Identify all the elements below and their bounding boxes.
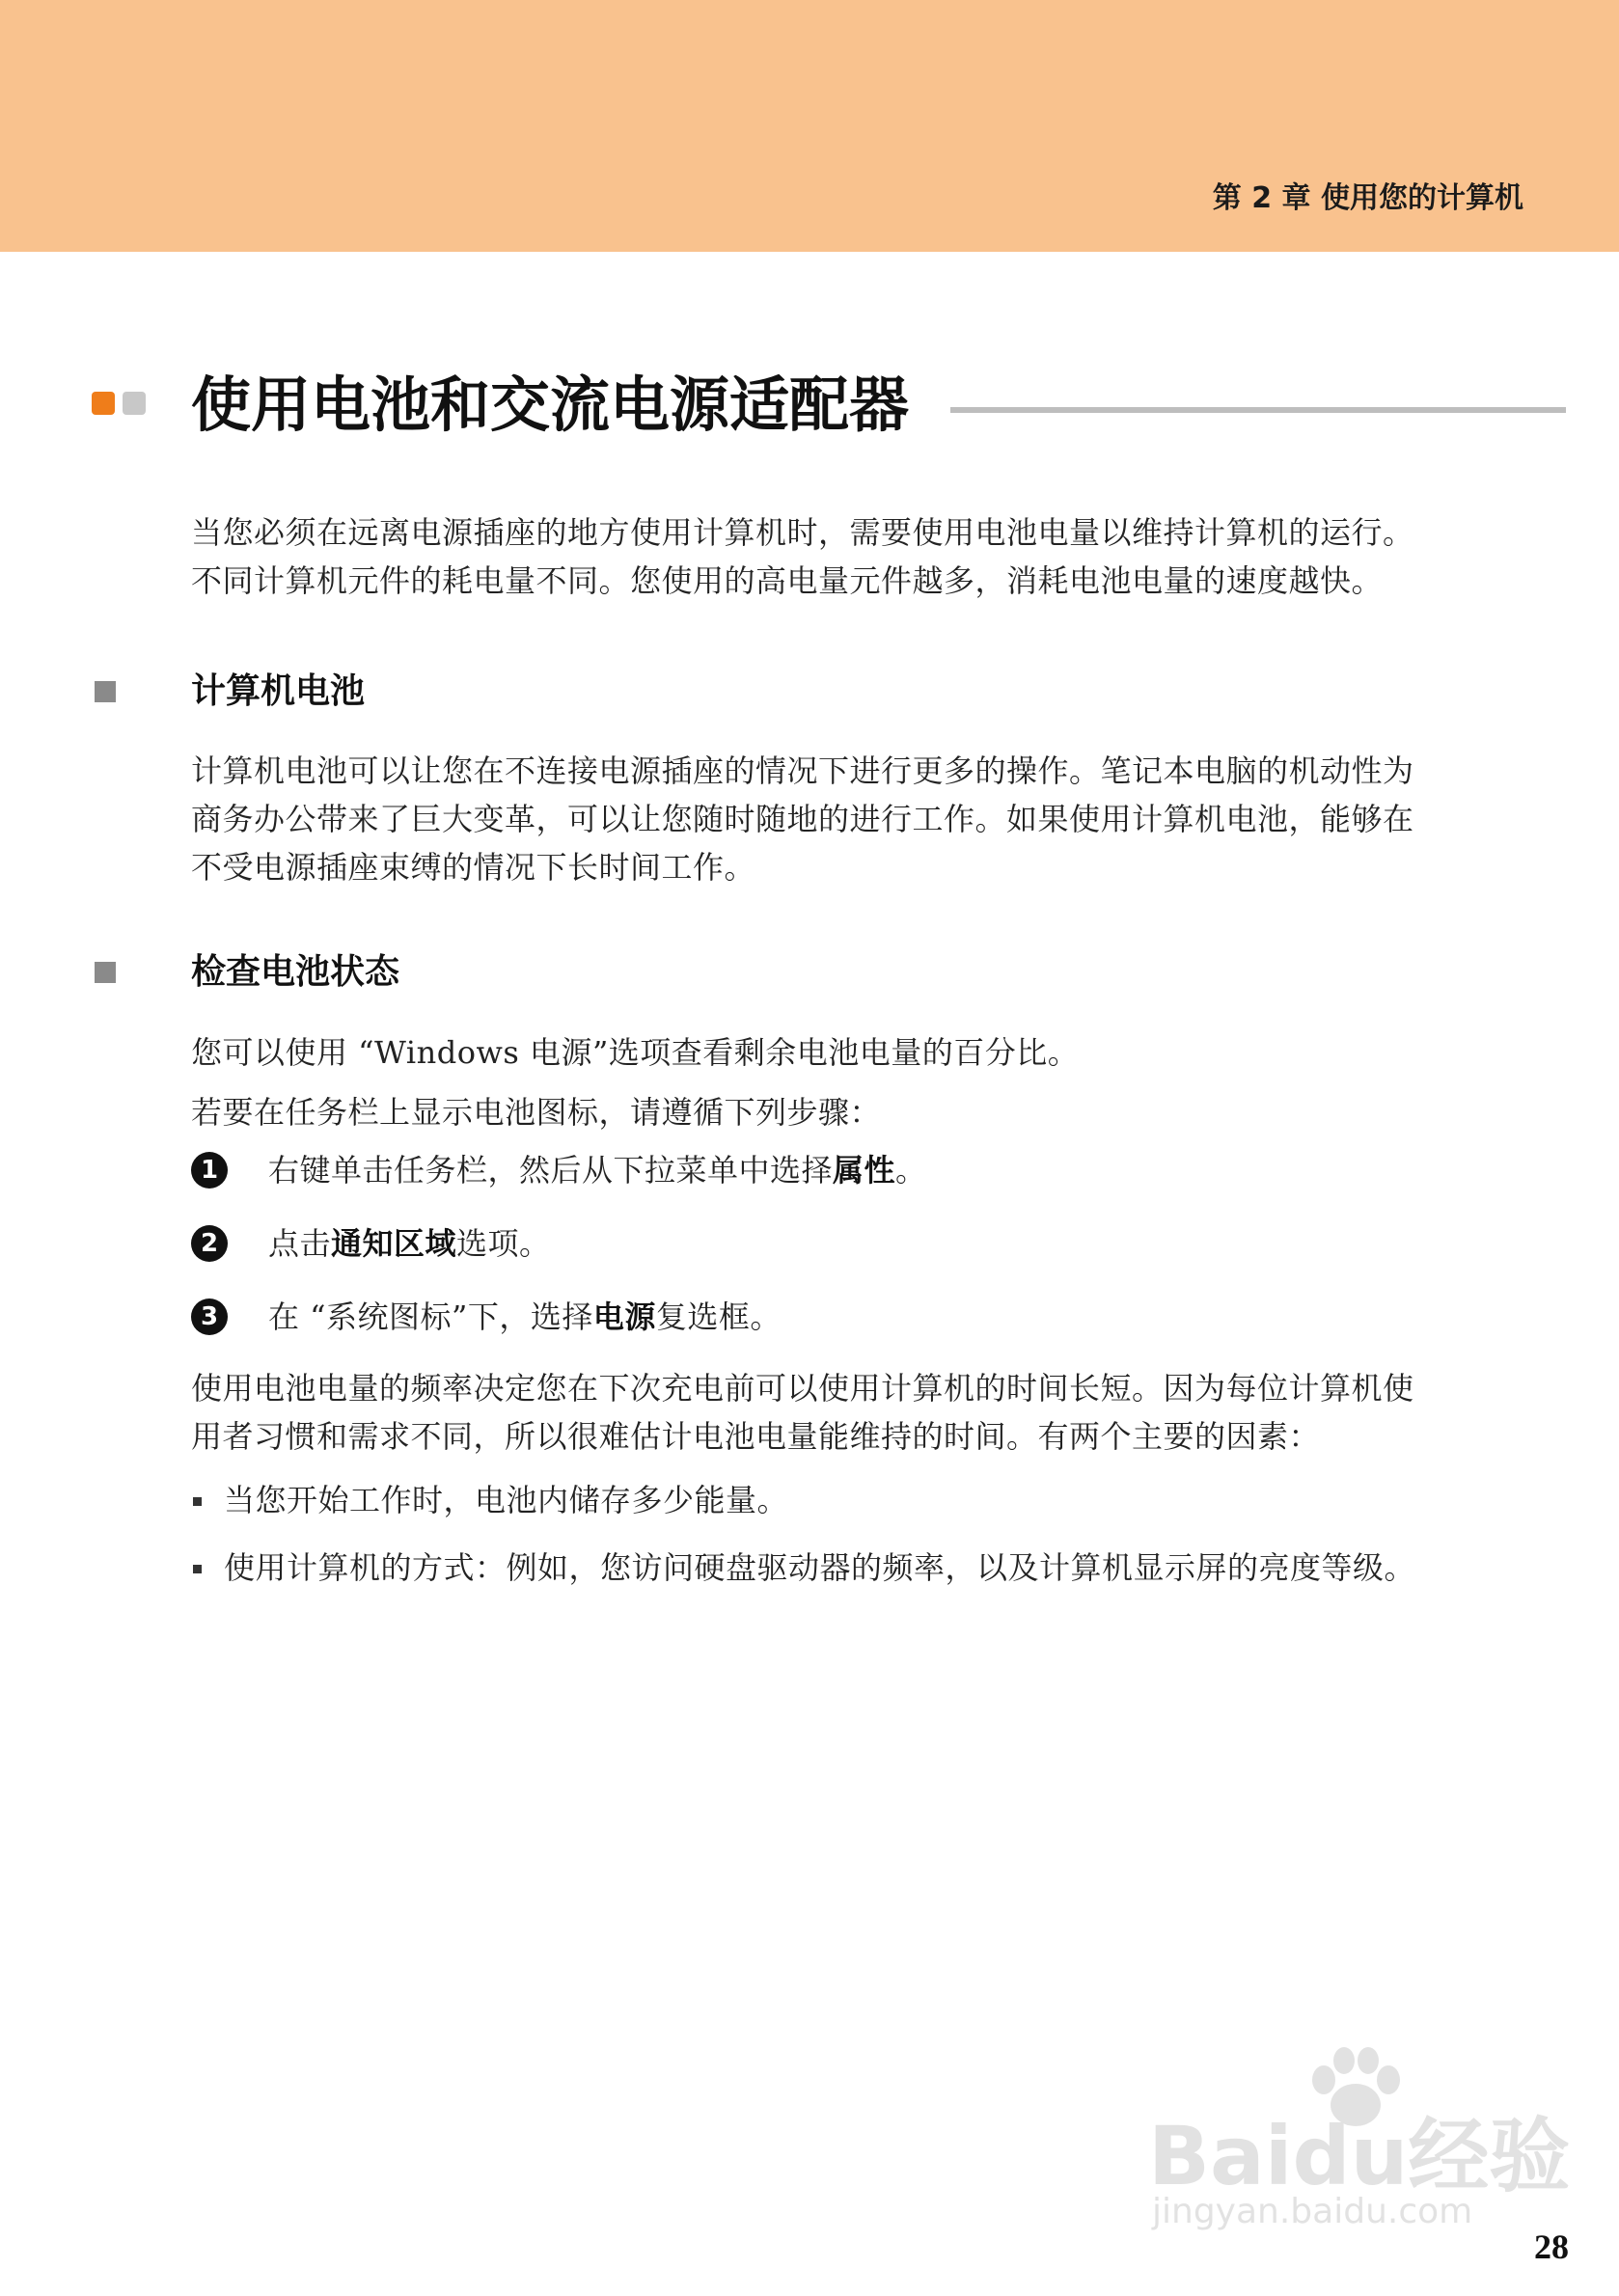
- chapter-label: 第 2 章 使用您的计算机: [1212, 181, 1523, 215]
- page-title: 使用电池和交流电源适配器: [191, 369, 910, 440]
- battery-line: 计算机电池可以让您在不连接电源插座的情况下进行更多的操作。笔记本电脑的机动性为: [191, 752, 1414, 789]
- intro-line: 当您必须在远离电源插座的地方使用计算机时，需要使用电池电量以维持计算机的运行。: [191, 514, 1414, 551]
- list-item: [191, 1476, 1484, 1524]
- step-number-icon: 1: [191, 1152, 228, 1189]
- watermark-url: jingyan.baidu.com: [1152, 2192, 1473, 2231]
- step-text: 在 “系统图标”下，选择电源复选框。: [268, 1298, 782, 1335]
- step-3: [191, 1293, 1484, 1341]
- step-number-icon: 2: [191, 1225, 228, 1262]
- watermark-logo-text: Baidu经验: [1148, 2109, 1571, 2203]
- battery-line: 商务办公带来了巨大变革，可以让您随时随地的进行工作。如果使用计算机电池，能够在: [191, 801, 1414, 837]
- bullet-square-icon: [193, 1565, 202, 1573]
- step-number-icon: 3: [191, 1298, 228, 1335]
- list-item: [191, 1544, 1484, 1592]
- status-heading: 检查电池状态: [191, 952, 400, 992]
- battery-paragraph: [191, 747, 1484, 891]
- step-text: 点击通知区域选项。: [268, 1225, 551, 1262]
- step-1: [191, 1146, 1484, 1194]
- battery-heading: 计算机电池: [191, 671, 366, 711]
- bullet-text: 当您开始工作时，电池内储存多少能量。: [224, 1482, 789, 1518]
- status-line-1: 您可以使用 “Windows 电源”选项查看剩余电池电量的百分比。: [191, 1034, 1080, 1071]
- title-rule: [950, 407, 1566, 413]
- status-line-2: 若要在任务栏上显示电池图标，请遵循下列步骤：: [191, 1094, 882, 1131]
- step-2: [191, 1219, 1484, 1268]
- ui-term: 通知区域: [331, 1225, 457, 1262]
- baidu-watermark: [1148, 2045, 1571, 2238]
- bullet-square-icon: [193, 1497, 202, 1506]
- section-title-row: [90, 367, 1479, 444]
- usage-line: 使用电池电量的频率决定您在下次充电前可以使用计算机的时间长短。因为每位计算机使: [191, 1370, 1414, 1407]
- battery-line: 不受电源插座束缚的情况下长时间工作。: [191, 849, 756, 886]
- page-number: 28: [1534, 2228, 1569, 2266]
- bullet-text: 使用计算机的方式：例如，您访问硬盘驱动器的频率，以及计算机显示屏的亮度等级。: [224, 1549, 1416, 1586]
- intro-line: 不同计算机元件的耗电量不同。您使用的高电量元件越多，消耗电池电量的速度越快。: [191, 562, 1384, 599]
- heading-square-icon: [95, 962, 116, 983]
- heading-square-icon: [95, 681, 116, 702]
- ui-term: 属性: [833, 1152, 896, 1189]
- title-gray-square-icon: [123, 392, 146, 415]
- usage-line: 用者习惯和需求不同，所以很难估计电池电量能维持的时间。有两个主要的因素：: [191, 1418, 1321, 1455]
- usage-paragraph: [191, 1364, 1484, 1461]
- title-orange-square-icon: [92, 392, 115, 415]
- step-text: 右键单击任务栏，然后从下拉菜单中选择属性。: [268, 1152, 927, 1189]
- chapter-header-band: [0, 0, 1619, 252]
- ui-term: 电源: [592, 1298, 656, 1335]
- intro-paragraph: [191, 508, 1484, 605]
